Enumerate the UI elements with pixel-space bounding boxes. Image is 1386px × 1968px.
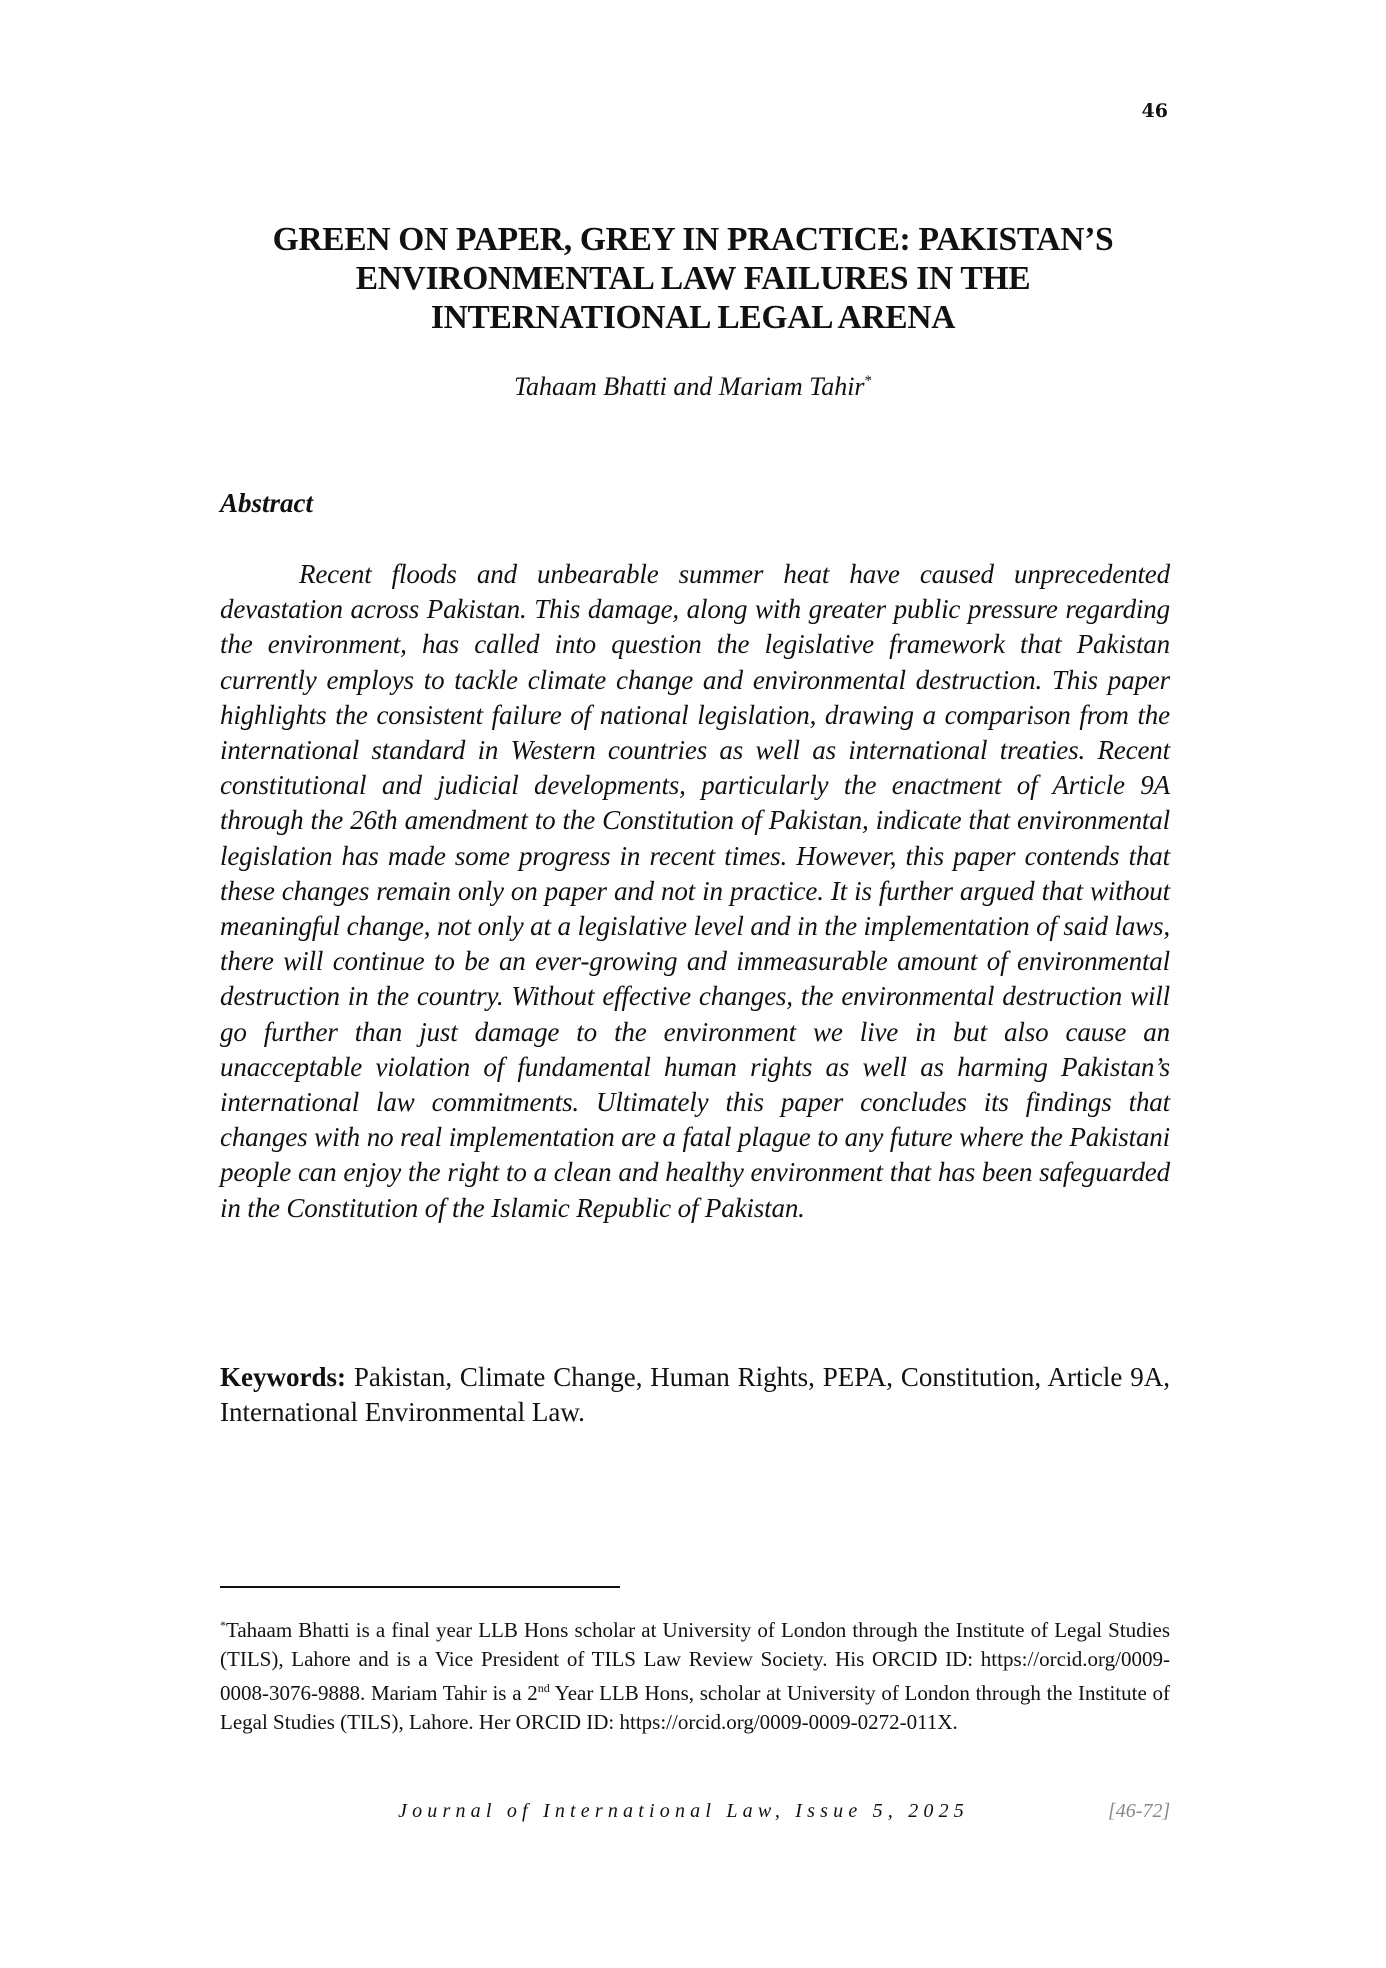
footnote-ordinal-superscript: nd bbox=[537, 1681, 550, 1695]
abstract-body: Recent floods and unbearable summer heat have caused unprecedented devastation across Pakistan. This damage, along with greater public pressure regarding the environment, has called into question the legislative framework that Pakistan currently employs to tackle climate change and environmental destruction. This paper highlights the consistent failure of national legislation, drawing a comparison from the international standard in Western countries as well as international treaties. Recent constitutional and judicial developments, particularly the enactment of Article 9A through the 26th amendment to the Constitution of Pakistan, indicate that environmental legislation has made some progress in recent times. However, this paper contends that these changes remain only on paper and not in practice. It is further argued that without meaningful change, not only at a legislative level and in the implementation of said laws, there will continue to be an ever-growing and immeasurable amount of environmental destruction in the country. Without effective changes, the environmental destruction will go further than just damage to the environment we live in but also cause an unacceptable violation of fundamental human rights as well as harming Pakistan’s international law commitments. Ultimately this paper concludes its findings that changes with no real implementation are a fatal plague to any future where the Pakistani people can enjoy the right to a clean and healthy environment that has been safeguarded in the Constitution of the Islamic Republic of Pakistan. bbox=[220, 559, 1170, 1223]
author-line bbox=[210, 372, 1176, 402]
title-line: INTERNATIONAL LEGAL ARENA bbox=[430, 299, 956, 336]
author-footnote bbox=[220, 1611, 1170, 1737]
footnote-marker: * bbox=[220, 1618, 226, 1632]
footer-page-range: [46-72] bbox=[1108, 1800, 1171, 1822]
title-line: ENVIRONMENTAL LAW FAILURES IN THE bbox=[355, 260, 1031, 297]
keywords-label: Keywords: bbox=[220, 1362, 346, 1392]
author-footnote-marker[interactable]: * bbox=[864, 373, 873, 389]
footnote-divider bbox=[220, 1586, 620, 1588]
keywords bbox=[220, 1360, 1170, 1430]
author-names: Tahaam Bhatti and Mariam Tahir bbox=[513, 372, 865, 401]
footer-journal-name: Journal of International Law, Issue 5, 2025 bbox=[398, 1800, 970, 1822]
footnote-text-part1: Tahaam Bhatti is a final year LLB Hons scholar at University of London through the Institute of Legal Studies (TILS), Lahore and is a Vice President of TILS Law Review Society. His ORCID ID: https://orcid.org/0009-0008-3076-9888. Mariam Tahir is a 2 bbox=[220, 1618, 1170, 1705]
paper-title bbox=[210, 220, 1176, 337]
title-line: GREEN ON PAPER, GREY IN PRACTICE: PAKISTAN’S bbox=[272, 221, 1114, 258]
page-number: 46 bbox=[1141, 100, 1168, 122]
footnote-text-part2: Year LLB Hons, scholar at University of London through the Institute of Legal Studies (TILS), Lahore. Her ORCID ID: https://orcid.org/0009-0009-0272-011X. bbox=[220, 1681, 1171, 1734]
abstract-heading: Abstract bbox=[220, 488, 314, 518]
keywords-list: Pakistan, Climate Change, Human Rights, PEPA, Constitution, Article 9A, International Environmental Law. bbox=[220, 1362, 1171, 1427]
